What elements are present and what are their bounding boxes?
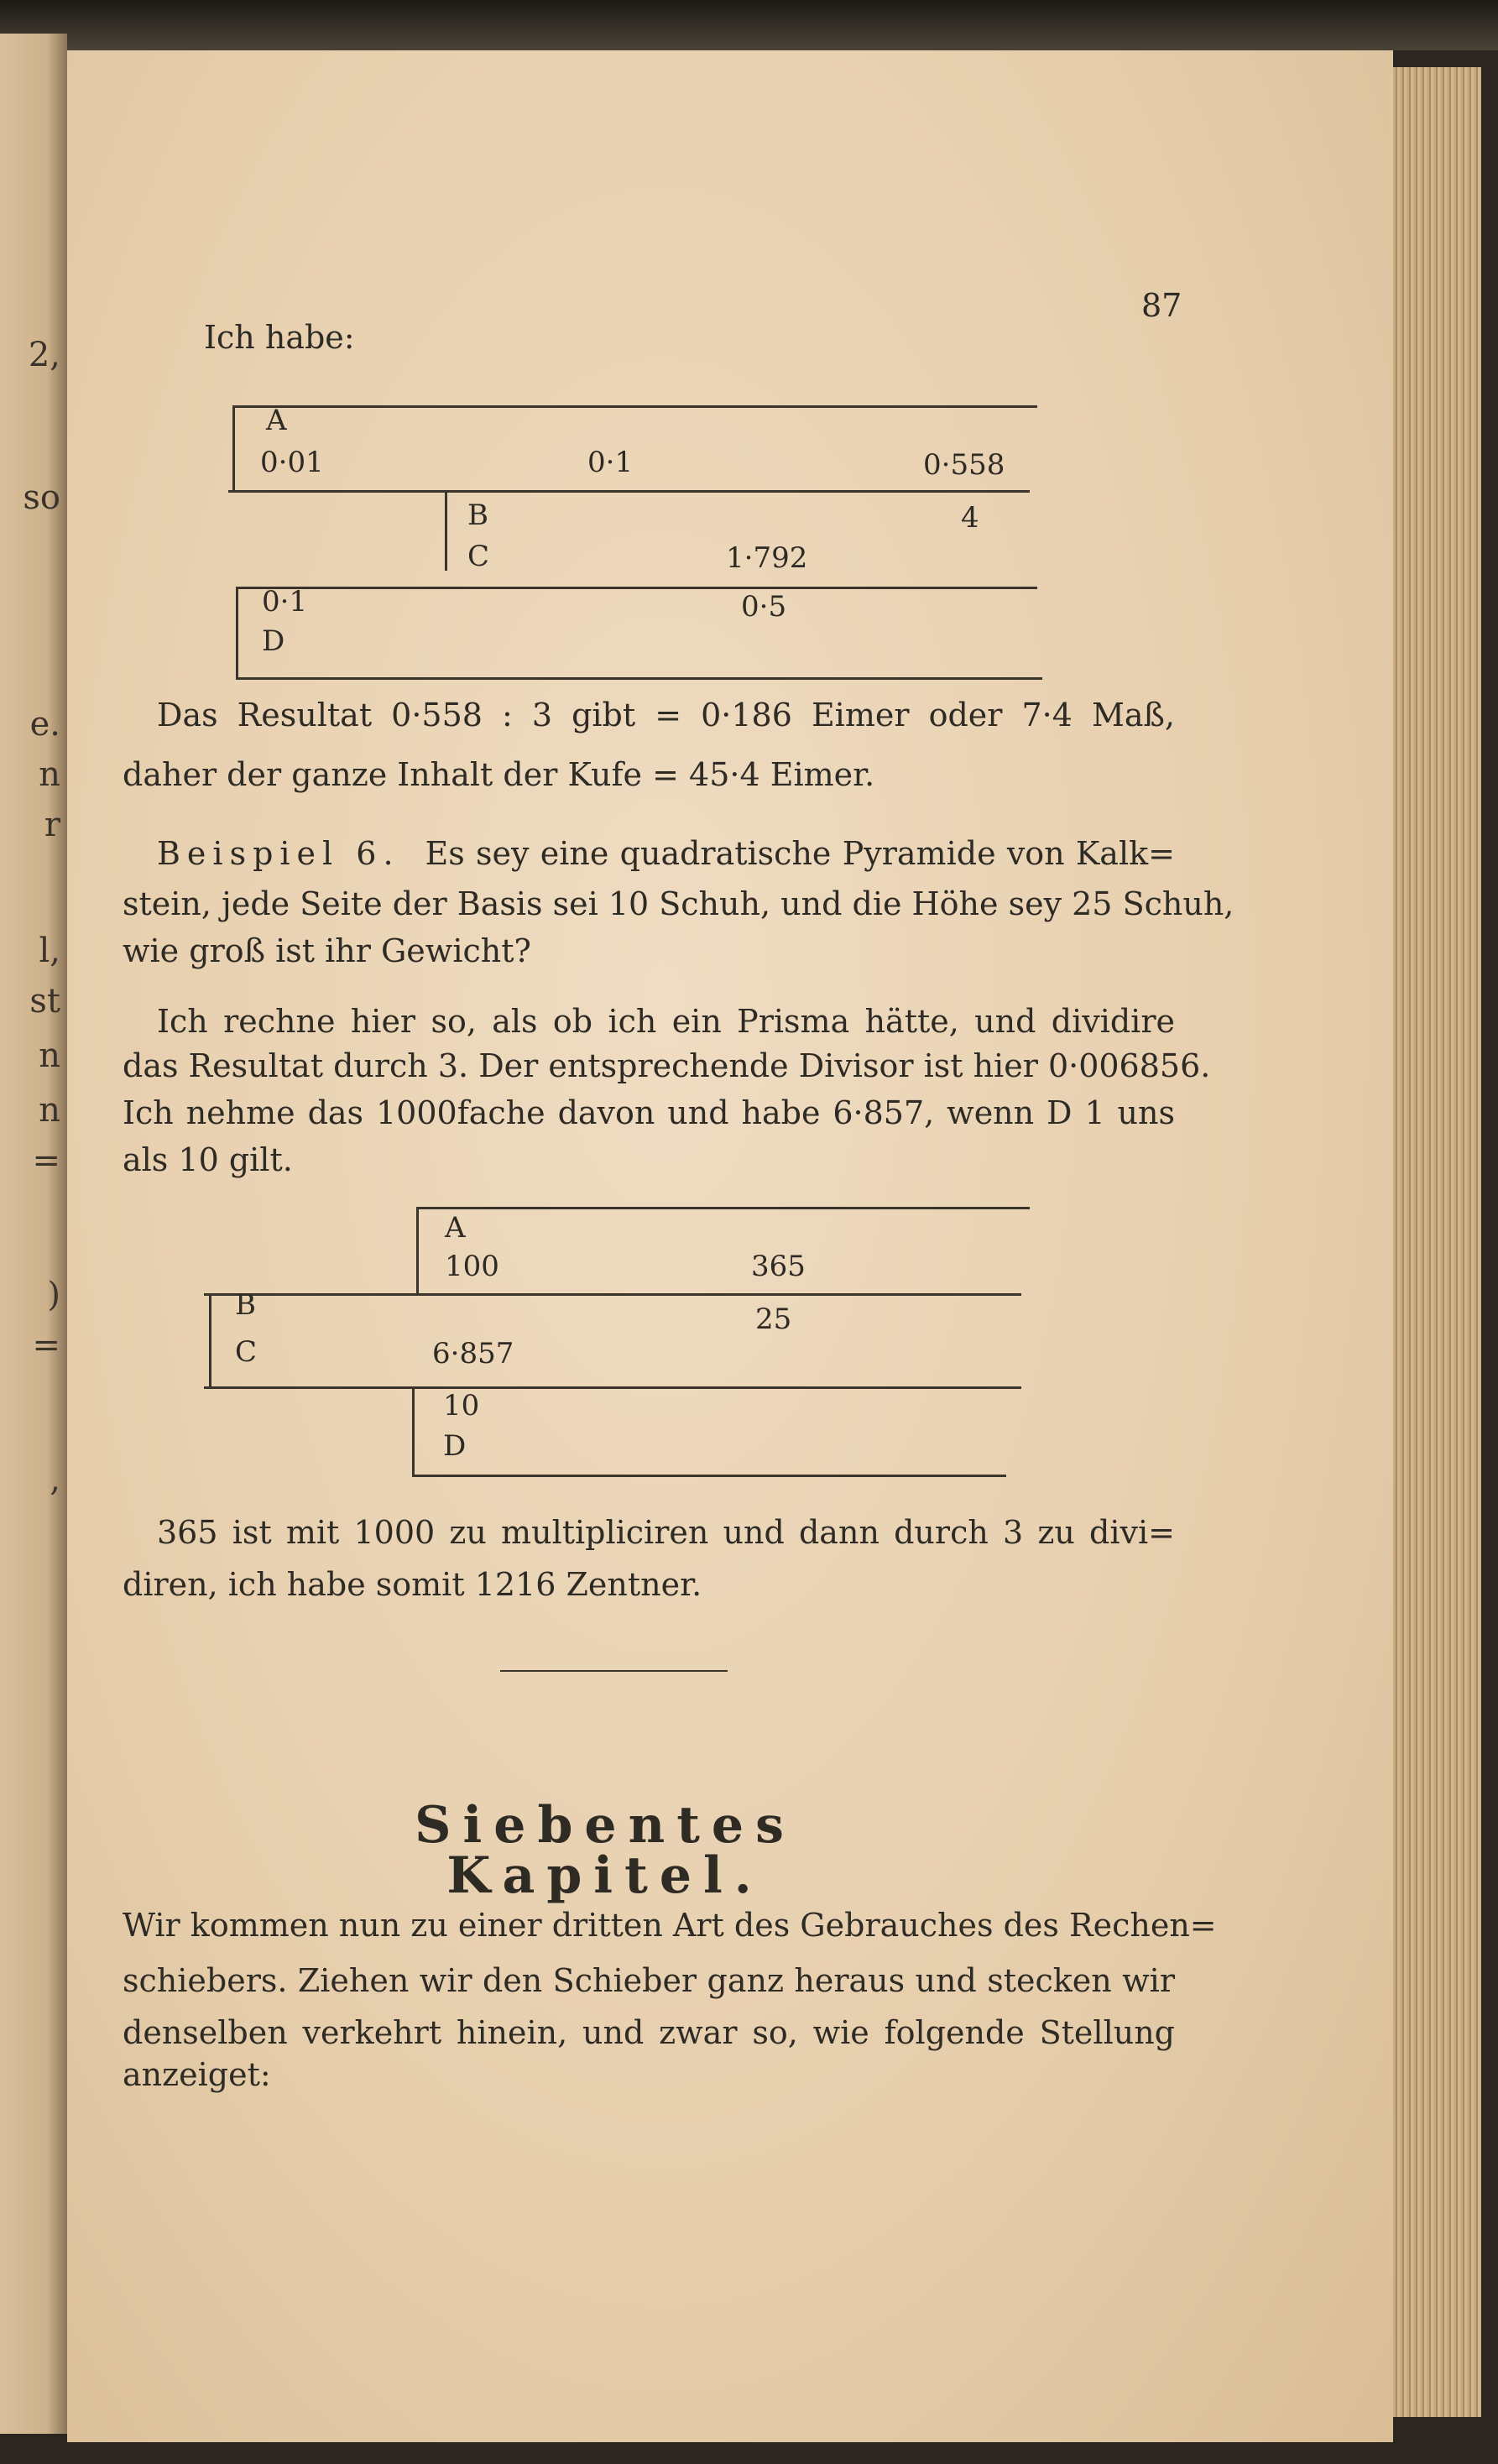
left-page-fragment: l, bbox=[39, 932, 60, 970]
table-value: 25 bbox=[755, 1302, 792, 1336]
left-page-fragment: r bbox=[44, 806, 60, 844]
paragraph-line: Ich nehme das 1000fache davon und habe 6·857, wenn D 1 uns bbox=[123, 1094, 1175, 1131]
table-value: 100 bbox=[445, 1250, 499, 1283]
table-value: 4 bbox=[961, 501, 979, 535]
left-page-fragment: e. bbox=[29, 705, 60, 744]
table-value: 10 bbox=[443, 1389, 480, 1423]
paragraph-line: Das Resultat 0·558 : 3 gibt = 0·186 Eimer oder 7·4 Maß, bbox=[157, 697, 1175, 733]
page-fore-edge bbox=[1393, 67, 1481, 2417]
paragraph-text: Es sey eine quadratische Pyramide von Kalk= bbox=[425, 835, 1175, 872]
left-page-fragment: 2, bbox=[28, 336, 60, 374]
scale-label-c: C bbox=[467, 540, 490, 573]
table-value: 6·857 bbox=[432, 1337, 514, 1370]
paragraph-line: anzeiget: bbox=[123, 2056, 271, 2093]
paragraph-line: 365 ist mit 1000 zu multipliciren und dann durch 3 zu divi= bbox=[157, 1514, 1175, 1551]
left-page-fragment: ) bbox=[47, 1276, 60, 1314]
paragraph-line: diren, ich habe somit 1216 Zentner. bbox=[123, 1566, 702, 1603]
paragraph-line: Ich rechne hier so, als ob ich ein Prisma hätte, und dividire bbox=[157, 1003, 1175, 1040]
page-number: 87 bbox=[1141, 287, 1182, 324]
table-value: 0·558 bbox=[923, 448, 1005, 482]
scan-background bbox=[0, 0, 1498, 50]
table-value: 0·5 bbox=[741, 590, 787, 624]
scale-label-b: B bbox=[467, 499, 488, 532]
scale-label-a: A bbox=[445, 1211, 466, 1245]
example-label: Beispiel 6. bbox=[157, 835, 400, 872]
paragraph-line: schiebers. Ziehen wir den Schieber ganz heraus und stecken wir bbox=[123, 1962, 1175, 1999]
paragraph-line: als 10 gilt. bbox=[123, 1141, 293, 1178]
paragraph-line: stein, jede Seite der Basis sei 10 Schuh, und die Höhe sey 25 Schuh, bbox=[123, 885, 1234, 922]
left-page-fragment: st bbox=[29, 982, 60, 1021]
table-value: 365 bbox=[751, 1250, 806, 1283]
scale-label-d: D bbox=[262, 624, 285, 658]
left-page-strip bbox=[0, 34, 67, 2434]
left-page-fragment: = bbox=[32, 1141, 60, 1180]
scale-label-b: B bbox=[235, 1288, 256, 1322]
table-value: 0·1 bbox=[587, 446, 634, 479]
left-page-fragment: n bbox=[39, 1091, 60, 1130]
table-value: 0·1 bbox=[262, 585, 308, 619]
left-page-fragment: n bbox=[39, 1036, 60, 1075]
table-value: 0·01 bbox=[260, 446, 324, 479]
intro-text: Ich habe: bbox=[204, 319, 355, 356]
left-page-fragment: so bbox=[23, 478, 60, 517]
paragraph-line: Wir kommen nun zu einer dritten Art des Gebrauches des Rechen= bbox=[123, 1907, 1217, 1944]
left-page-fragment: n bbox=[39, 755, 60, 794]
paragraph-line: daher der ganze Inhalt der Kufe = 45·4 Eimer. bbox=[123, 756, 875, 793]
left-page-fragment: , bbox=[50, 1460, 60, 1499]
paragraph-line: das Resultat durch 3. Der entsprechende Divisor ist hier 0·006856. bbox=[123, 1047, 1211, 1084]
paragraph-line bbox=[157, 835, 1175, 872]
paragraph-line: denselben verkehrt hinein, und zwar so, wie folgende Stellung bbox=[123, 2014, 1175, 2051]
scale-label-a: A bbox=[266, 404, 287, 437]
chapter-heading: Siebentes Kapitel. bbox=[415, 1796, 796, 1905]
scale-label-c: C bbox=[235, 1335, 258, 1369]
section-divider bbox=[500, 1670, 728, 1672]
left-page-fragment: = bbox=[32, 1326, 60, 1365]
scale-label-d: D bbox=[443, 1429, 467, 1463]
table-value: 1·792 bbox=[726, 541, 808, 575]
paragraph-line: wie groß ist ihr Gewicht? bbox=[123, 932, 531, 969]
